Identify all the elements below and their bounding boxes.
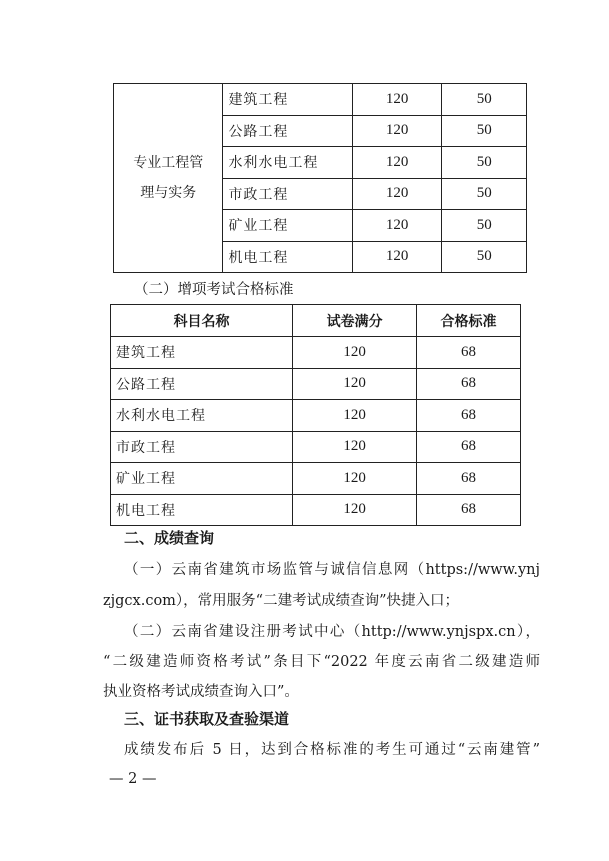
full-score: 120 <box>293 368 417 400</box>
subject-name: 水利水电工程 <box>223 147 352 179</box>
table-row <box>114 84 527 116</box>
full-score: 120 <box>293 337 417 369</box>
pass-score: 68 <box>416 337 520 369</box>
table-row <box>111 368 521 400</box>
pass-score: 68 <box>416 400 520 432</box>
section-ii-p1-line2: zjgcx.com），常用服务“二建考试成绩查询”快捷入口； <box>103 593 459 609</box>
pass-score: 68 <box>416 431 520 463</box>
subject-name: 机电工程 <box>111 494 293 526</box>
page-number: — 2 — <box>109 771 157 787</box>
full-score: 120 <box>352 115 442 147</box>
subject-name: 建筑工程 <box>223 84 352 116</box>
table-row <box>111 494 521 526</box>
table-row <box>111 463 521 495</box>
subject-name: 公路工程 <box>223 115 352 147</box>
subject-name: 建筑工程 <box>111 337 293 369</box>
exam-standard-table-2 <box>110 304 521 526</box>
section-ii-p2-line2: “二级建造师资格考试”条目下“2022 年度云南省二级建造师 <box>103 654 540 670</box>
column-header-pass-score: 合格标准 <box>416 305 520 337</box>
pass-score: 68 <box>416 368 520 400</box>
pass-score: 50 <box>442 147 527 179</box>
subject-name: 市政工程 <box>223 178 352 210</box>
section-ii-p2-line1: （二）云南省建设注册考试中心（http://www.ynjspx.cn）， <box>124 624 540 640</box>
pass-score: 50 <box>442 210 527 242</box>
table-row <box>111 400 521 432</box>
full-score: 120 <box>352 210 442 242</box>
pass-score: 50 <box>442 84 527 116</box>
column-header-subject: 科目名称 <box>111 305 293 337</box>
group-label-line-2: 理与实务 <box>140 185 197 201</box>
column-header-full-score: 试卷满分 <box>293 305 417 337</box>
full-score: 120 <box>293 400 417 432</box>
pass-score: 50 <box>442 178 527 210</box>
subject-name: 矿业工程 <box>223 210 352 242</box>
group-cell <box>114 84 223 273</box>
section-iii-p1-line1: 成绩发布后 5 日，达到合格标准的考生可通过“云南建管” <box>124 742 540 758</box>
section-ii-p2-line3: 执业资格考试成绩查询入口”。 <box>103 684 299 700</box>
full-score: 120 <box>293 494 417 526</box>
section-ii-p1-line1: （一）云南省建筑市场监管与诚信信息网（https://www.ynj <box>124 562 540 578</box>
pass-score: 68 <box>416 494 520 526</box>
pass-score: 68 <box>416 463 520 495</box>
exam-standard-table-1 <box>113 83 527 273</box>
subject-name: 矿业工程 <box>111 463 293 495</box>
pass-score: 50 <box>442 115 527 147</box>
group-label-line-1: 专业工程管 <box>133 155 204 171</box>
table-row <box>111 431 521 463</box>
full-score: 120 <box>352 178 442 210</box>
full-score: 120 <box>352 84 442 116</box>
section-ii-title: 二、成绩查询 <box>124 529 215 547</box>
full-score: 120 <box>293 463 417 495</box>
subject-name: 公路工程 <box>111 368 293 400</box>
table-row <box>111 337 521 369</box>
table-header-row <box>111 305 521 337</box>
subject-name: 机电工程 <box>223 241 352 273</box>
section-2-title: （二）增项考试合格标准 <box>134 282 294 298</box>
subject-name: 水利水电工程 <box>111 400 293 432</box>
subject-name: 市政工程 <box>111 431 293 463</box>
pass-score: 50 <box>442 241 527 273</box>
full-score: 120 <box>352 241 442 273</box>
full-score: 120 <box>352 147 442 179</box>
full-score: 120 <box>293 431 417 463</box>
section-iii-title: 三、证书获取及查验渠道 <box>124 710 290 728</box>
